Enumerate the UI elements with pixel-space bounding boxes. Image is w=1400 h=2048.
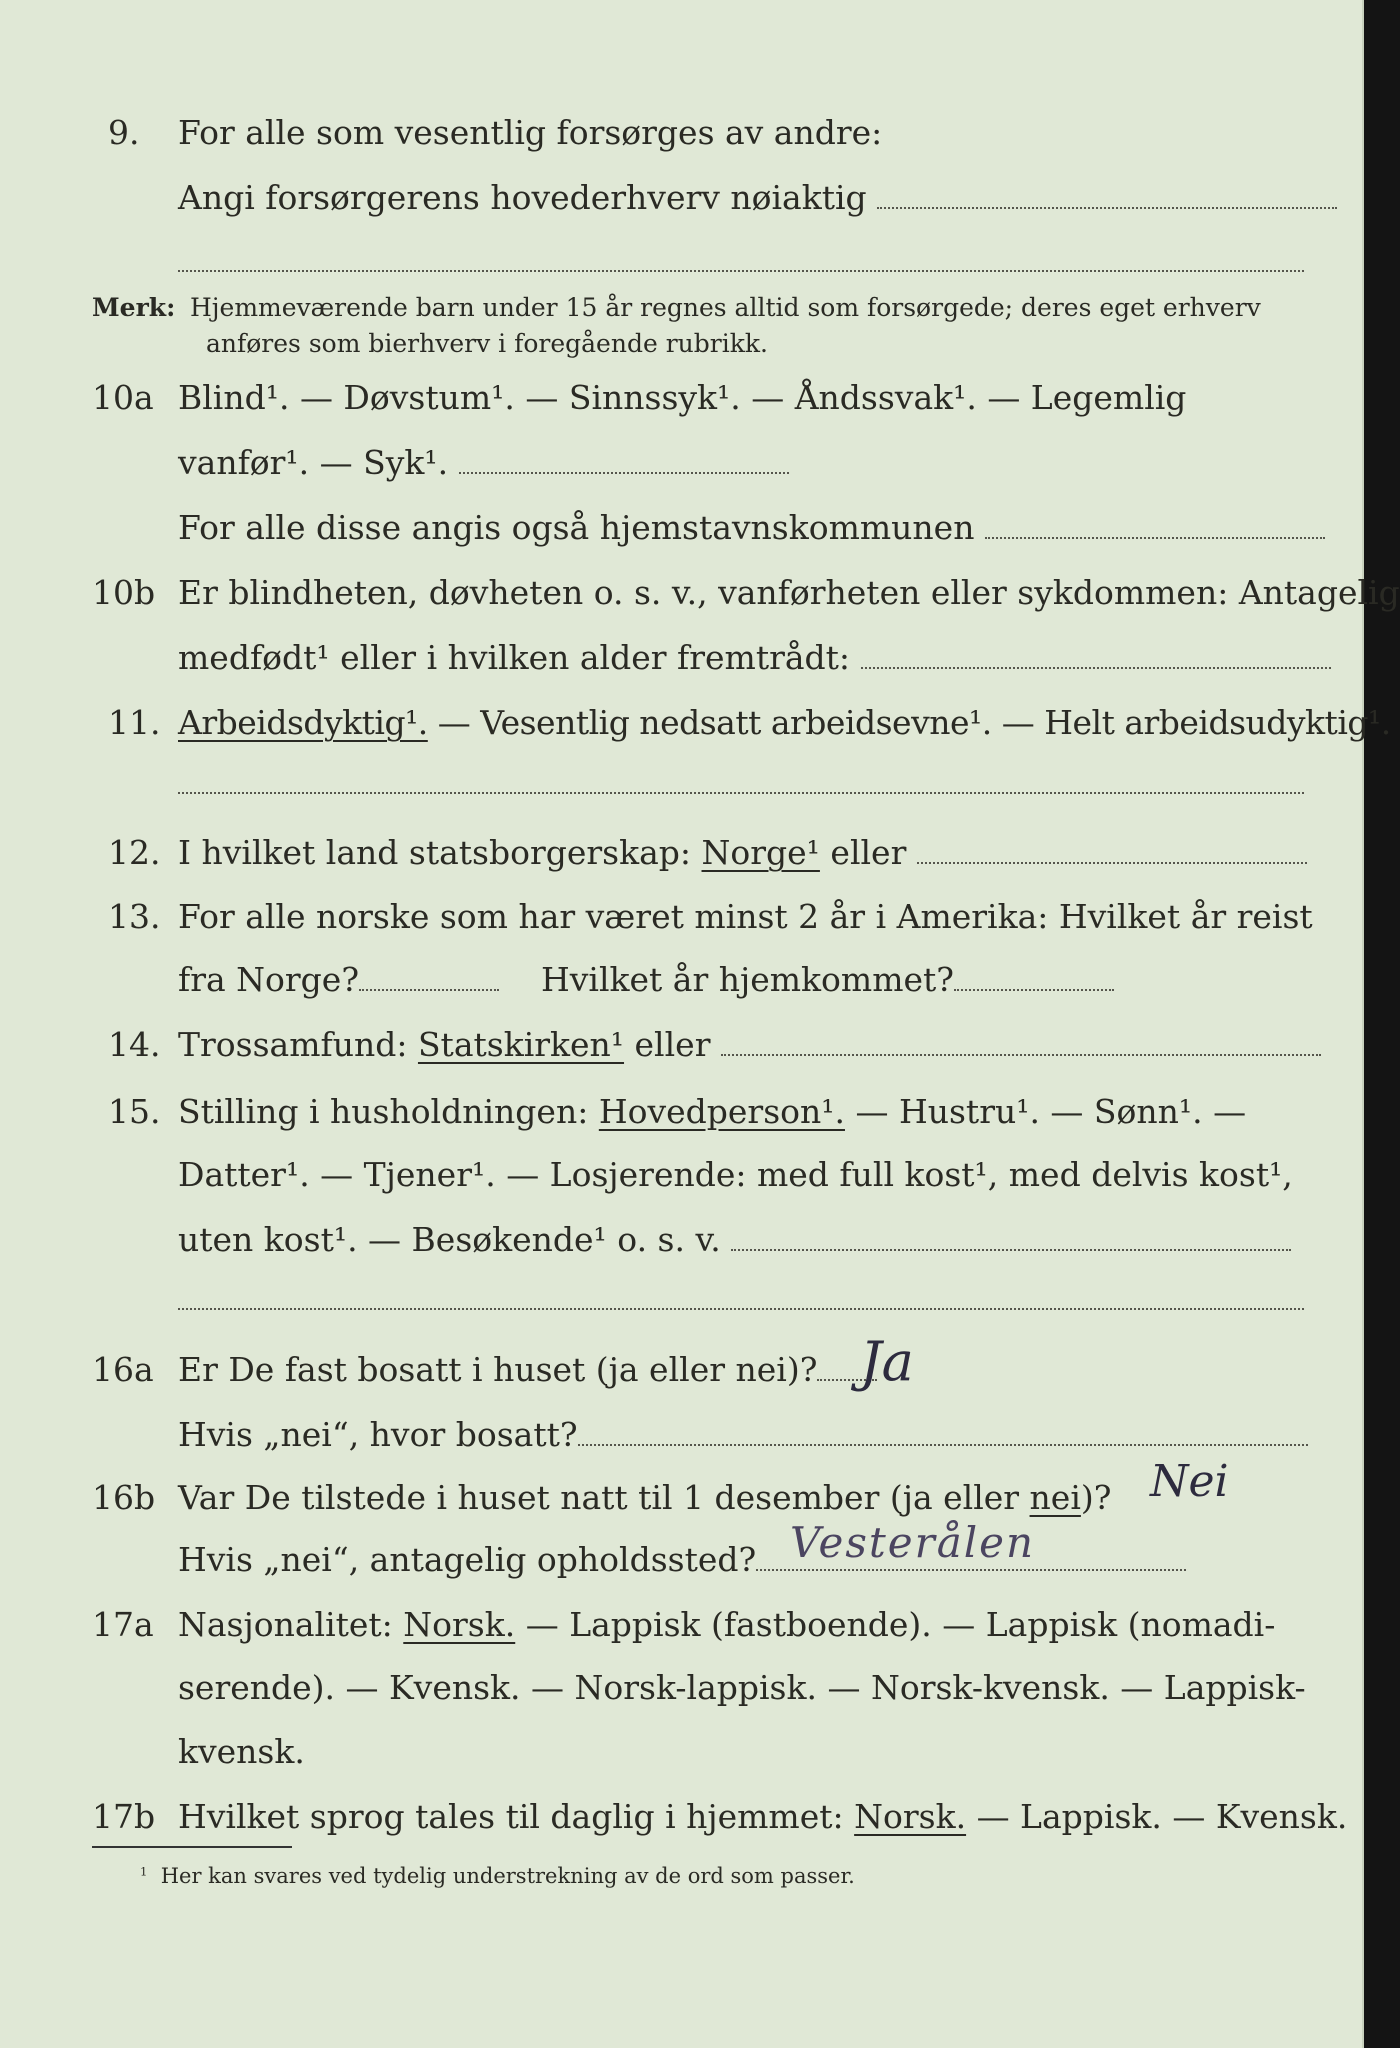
q15-number: 15. [108, 1092, 161, 1131]
q9-number: 9. [108, 113, 140, 152]
q17a-number: 17a [92, 1605, 154, 1644]
footnote-divider [92, 1846, 292, 1848]
q10b-number: 10b [92, 573, 156, 612]
q9-line2: Angi forsørgerens hovederhverv nøiaktig [178, 178, 1337, 218]
merk-label: Merk: [92, 293, 176, 322]
q17a-line1: Nasjonalitet: Norsk. — Lappisk (fastboende). — Lappisk (nomadi- [178, 1605, 1276, 1644]
footnote: $^1$ Her kan svares ved tydelig understrekning av de ord som passer. [140, 1864, 855, 1888]
q12-line: I hvilket land statsborgerskap: Norge¹ eller [178, 833, 1307, 873]
q10a-line2: vanfør¹. — Syk¹. [178, 443, 789, 483]
q10b-line2: medfødt¹ eller i hvilken alder fremtrådt: [178, 638, 1331, 678]
merk-text2: anføres som bierhverv i foregående rubrikk. [206, 329, 768, 358]
q15-line3: uten kost¹. — Besøkende¹ o. s. v. [178, 1220, 1291, 1260]
q17b-number: 17b [92, 1797, 156, 1836]
q16a-line1: Er De fast bosatt i huset (ja eller nei)? [178, 1350, 877, 1390]
q16a-line2: Hvis „nei“, hvor bosatt? [178, 1415, 1308, 1455]
q13-line2: fra Norge? Hvilket år hjemkommet? [178, 960, 1114, 1000]
q16a-handwritten-answer: Ja [860, 1330, 914, 1393]
q16a-number: 16a [92, 1350, 154, 1389]
q16b-selected-option: nei [1029, 1478, 1081, 1517]
q16b-line1: Var De tilstede i huset natt til 1 desember (ja eller nei)? [178, 1478, 1112, 1517]
q11-answer-line [178, 792, 1304, 794]
q16b-number: 16b [92, 1478, 156, 1517]
q17a-line3: kvensk. [178, 1732, 305, 1771]
q9-answer-line [178, 270, 1304, 272]
q11-selected-option: Arbeidsdyktig¹. [178, 703, 428, 742]
q13-number: 13. [108, 897, 161, 936]
q12-number: 12. [108, 833, 161, 872]
q10a-line1: Blind¹. — Døvstum¹. — Sinnssyk¹. — Åndssvak¹. — Legemlig [178, 378, 1187, 417]
q10b-line1: Er blindheten, døvheten o. s. v., vanførheten eller sykdommen: Antagelig [178, 573, 1400, 612]
q17b-line: Hvilket sprog tales til daglig i hjemmet: Norsk. — Lappisk. — Kvensk. [178, 1797, 1348, 1836]
q11-number: 11. [108, 703, 161, 742]
q13-line1: For alle norske som har været minst 2 år i Amerika: Hvilket år reist [178, 897, 1313, 936]
q15-answer-line [178, 1308, 1304, 1310]
q16b-line2: Hvis „nei“, antagelig opholdssted? [178, 1540, 1186, 1580]
q16b-handwritten-answer: Nei [1150, 1456, 1229, 1507]
q17b-selected-option: Norsk. [854, 1797, 967, 1836]
q15-selected-option: Hovedperson¹. [598, 1092, 845, 1131]
q17a-selected-option: Norsk. [403, 1605, 516, 1644]
q15-line1: Stilling i husholdningen: Hovedperson¹. — Hustru¹. — Sønn¹. — [178, 1092, 1247, 1131]
q14-line: Trossamfund: Statskirken¹ eller [178, 1025, 1321, 1065]
q15-line2: Datter¹. — Tjener¹. — Losjerende: med full kost¹, med delvis kost¹, [178, 1155, 1293, 1194]
q16b-handwritten-place: Vesterålen [790, 1518, 1036, 1567]
merk-text1: Hjemmeværende barn under 15 år regnes alltid som forsørgede; deres eget erhverv [190, 293, 1261, 322]
q11-line: Arbeidsdyktig¹. — Vesentlig nedsatt arbeidsevne¹. — Helt arbeidsudyktig¹. [178, 703, 1391, 742]
q14-number: 14. [108, 1025, 161, 1064]
q12-selected-option: Norge¹ [701, 833, 820, 872]
q17a-line2: serende). — Kvensk. — Norsk-lappisk. — Norsk-kvensk. — Lappisk- [178, 1668, 1306, 1707]
q14-selected-option: Statskirken¹ [417, 1025, 625, 1064]
q10a-number: 10a [92, 378, 154, 417]
q10a-line3: For alle disse angis også hjemstavnskommunen [178, 508, 1325, 548]
q9-line1: For alle som vesentlig forsørges av andre: [178, 113, 883, 152]
